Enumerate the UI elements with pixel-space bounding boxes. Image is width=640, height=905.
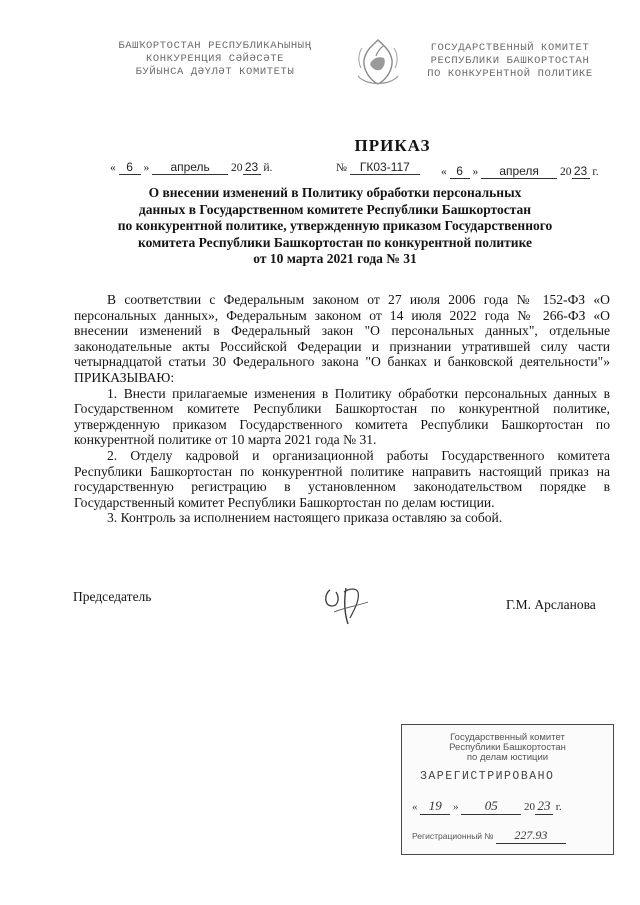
order-number — [336, 160, 420, 175]
subject-line-4: комитета Республики Башкортостан по конкурентной политике — [137, 234, 533, 250]
order-body — [74, 292, 610, 526]
stamp-reg-label: Регистрационный № — [412, 831, 494, 841]
date-left-day: 6 — [119, 160, 141, 175]
stamp-org — [402, 733, 613, 763]
date-right-year: 23 — [572, 164, 590, 179]
stamp-org-line-2: Республики Башкортостан — [449, 742, 566, 753]
stamp-date — [412, 798, 562, 815]
signatory-position: Председатель — [73, 589, 152, 604]
date-left — [110, 160, 272, 175]
stamp-date-month: 05 — [461, 798, 521, 815]
stamp-date-suffix: г. — [555, 801, 562, 813]
stamp-org-line-1: Государственный комитет — [450, 732, 565, 743]
header-org-bashkir — [100, 40, 330, 79]
date-left-year: 23 — [243, 160, 261, 175]
registration-stamp — [401, 724, 614, 855]
clause-1-paragraph: 1. Внести прилагаемые изменения в Политику обработки персональных данных в Государственном комитете Республики Башкортостан по конкурентной политике, утвержденную приказом Государственного комитета Республики Башкортостан по конкурентной политике от 10 марта 2021 года № 31. — [74, 385, 610, 448]
stamp-date-day: 19 — [420, 798, 450, 815]
order-subject — [90, 185, 580, 268]
date-right-suffix: г. — [592, 166, 599, 178]
date-right-day: 6 — [450, 164, 470, 179]
header-right-line-1: ГОСУДАРСТВЕННЫЙ КОМИТЕТ — [430, 42, 590, 54]
clause-2-paragraph: 2. Отделу кадровой и организационной работы Государственного комитета Республики Башкортостан по конкурентной политике направить настоящий приказ на государственную регистрацию в установленном законодательством порядке в Государственный комитет Республики Башкортостан по делам юстиции. — [74, 447, 610, 510]
document-title: ПРИКАЗ — [354, 136, 431, 155]
stamp-date-year: 23 — [535, 798, 553, 815]
subject-line-5: от 10 марта 2021 года № 31 — [253, 251, 417, 266]
date-left-suffix: й. — [263, 162, 273, 174]
subject-line-2: данных в Государственном комитете Республики Башкортостан — [138, 201, 532, 217]
date-left-open-quote: « — [110, 162, 116, 174]
header-left-line-3: БУЙЫНСА ДӘҮЛӘТ КОМИТЕТЫ — [135, 66, 295, 78]
date-left-month: апрель — [152, 160, 228, 175]
header-right-line-2: РЕСПУБЛИКИ БАШКОРТОСТАН — [430, 55, 590, 67]
header-left-line-1: БАШҠОРТОСТАН РЕСПУБЛИКАҺЫНЫҢ — [118, 40, 312, 52]
stamp-org-line-3: по делам юстиции — [466, 752, 549, 763]
date-right — [441, 164, 599, 179]
date-left-year-prefix: 20 — [231, 162, 243, 174]
coat-of-arms-emblem-icon — [352, 34, 404, 90]
date-left-close-quote: » — [143, 162, 150, 174]
stamp-registered-label: ЗАРЕГИСТРИРОВАНО — [420, 770, 555, 783]
date-right-month: апреля — [481, 164, 557, 179]
stamp-reg-number — [412, 828, 566, 844]
handwritten-signature-icon — [320, 582, 380, 627]
date-right-open-quote: « — [441, 166, 447, 178]
header-left-line-2: КОНКУРЕНЦИЯ СӘЙӘСӘТЕ — [145, 53, 285, 65]
stamp-date-year-prefix: 20 — [524, 801, 535, 813]
stamp-reg-value: 227.93 — [496, 828, 566, 844]
stamp-date-open-quote: « — [412, 801, 418, 813]
subject-line-3: по конкурентной политике, утвержденную приказом Государственного — [117, 218, 553, 233]
signatory-name: Г.М. Арсланова — [506, 597, 596, 612]
subject-line-1: О внесении изменений в Политику обработки персональных — [148, 185, 522, 200]
preamble-paragraph: В соответствии с Федеральным законом от 27 июля 2006 года № 152-ФЗ «О персональных данных», Федеральным законом от 14 июля 2022 года № 266-ФЗ «О внесении изменений в Федеральный закон "О персональных данных", отдельные законодательные акты Российской Федерации и признании утратившей силу части четырнадцатой статьи 30 Федерального закона "О банках и банковской деятельности"» ПРИКАЗЫВАЮ: — [74, 292, 610, 385]
order-number-value: ГК03-117 — [350, 160, 420, 175]
header-right-line-3: ПО КОНКУРЕНТНОЙ ПОЛИТИКЕ — [427, 68, 593, 80]
stamp-date-close-quote: » — [453, 801, 459, 813]
date-right-close-quote: » — [472, 166, 479, 178]
date-right-year-prefix: 20 — [560, 166, 572, 178]
order-number-prefix: № — [336, 162, 347, 174]
header-org-russian — [410, 42, 610, 81]
clause-3-paragraph: 3. Контроль за исполнением настоящего приказа оставляю за собой. — [107, 510, 503, 526]
